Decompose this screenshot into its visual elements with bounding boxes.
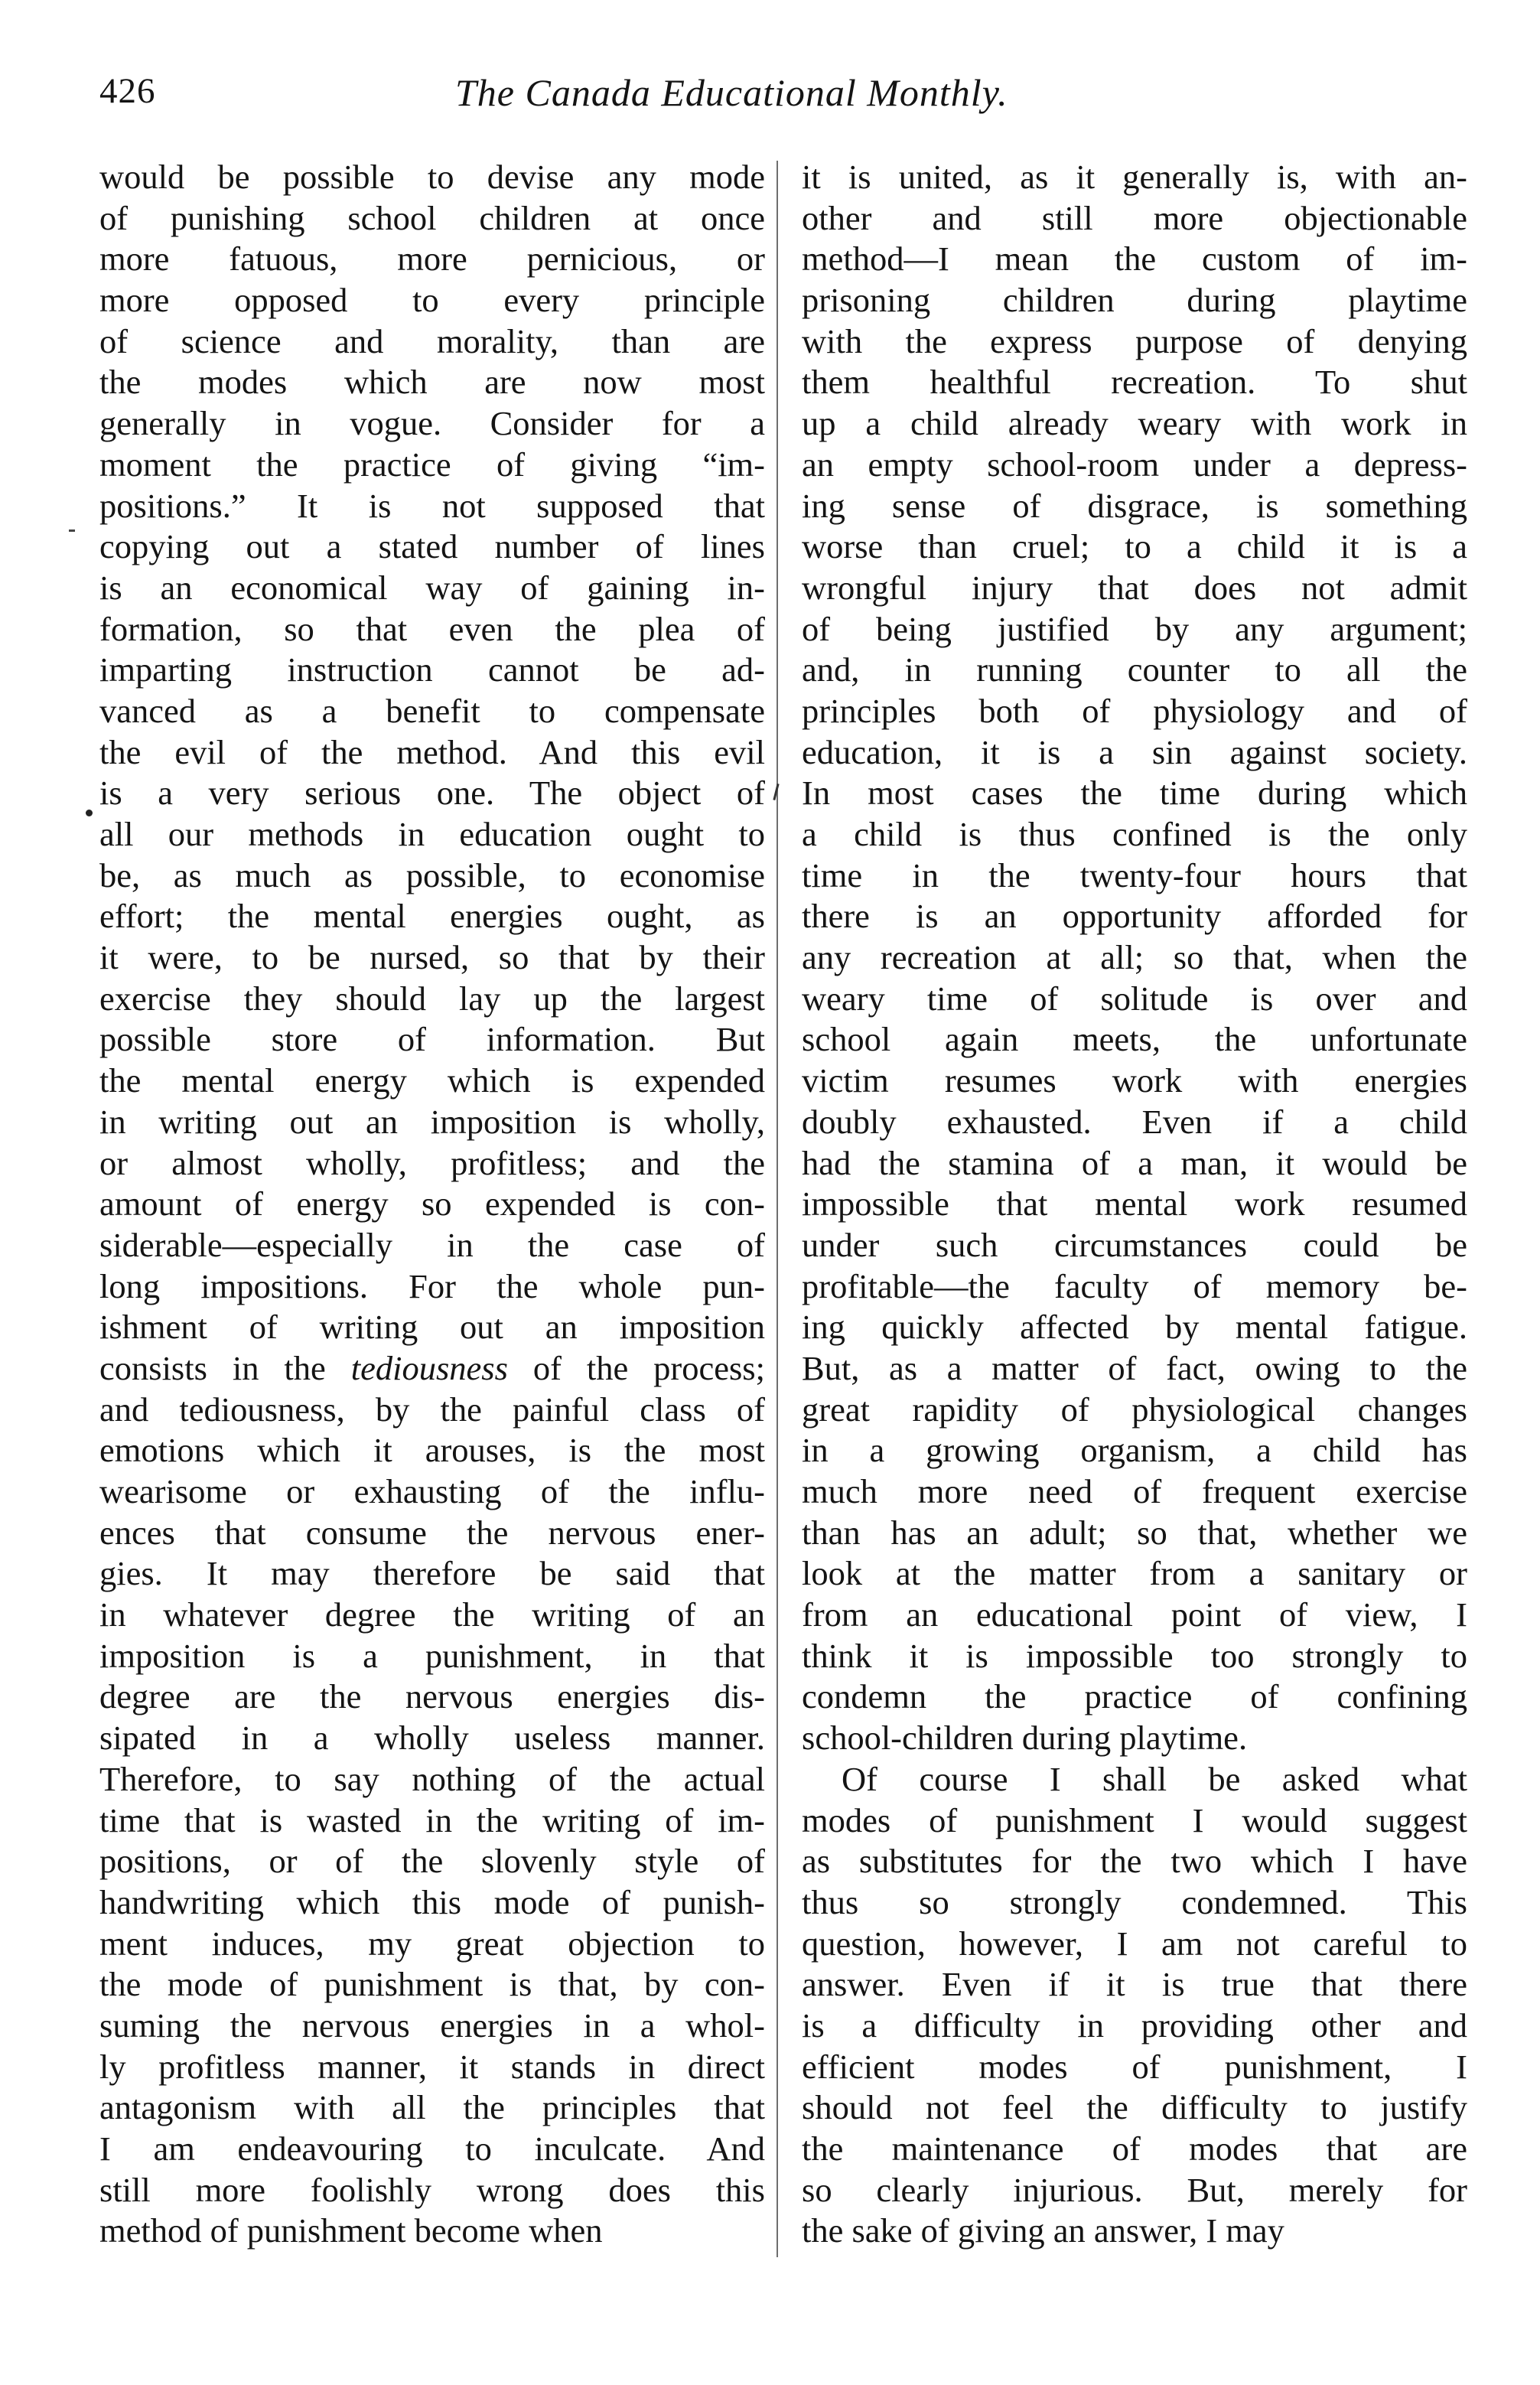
text-line: ing sense of disgrace, is something bbox=[802, 486, 1467, 525]
text-segment: consists in the bbox=[99, 1348, 351, 1387]
text-line: great rapidity of physiological changes bbox=[802, 1390, 1467, 1429]
text-line: ences that consume the nervous ener- bbox=[99, 1513, 765, 1552]
text-line: than has an adult; so that, whether we bbox=[802, 1513, 1467, 1552]
text-line: and, in running counter to all the bbox=[802, 650, 1467, 689]
text-line: it is united, as it generally is, with an- bbox=[802, 158, 1467, 196]
text-line: there is an opportunity afforded for bbox=[802, 897, 1467, 936]
text-line: emotions which it arouses, is the most bbox=[99, 1431, 765, 1470]
text-line: more fatuous, more pernicious, or bbox=[99, 239, 765, 279]
text-line: as substitutes for the two which I have bbox=[802, 1842, 1467, 1881]
text-segment: of the process; bbox=[507, 1348, 765, 1387]
text-line: positions.” It is not supposed that bbox=[99, 486, 765, 525]
text-line: is an economical way of gaining in- bbox=[99, 568, 765, 607]
text-line: imposition is a punishment, in that bbox=[99, 1636, 765, 1675]
text-line: impossible that mental work resumed bbox=[802, 1184, 1467, 1223]
text-line: of science and morality, than are bbox=[99, 321, 765, 360]
text-line: in writing out an imposition is wholly, bbox=[99, 1102, 765, 1141]
text-line: the maintenance of modes that are bbox=[802, 2129, 1467, 2168]
text-line: of being justified by any argument; bbox=[802, 609, 1467, 648]
text-line: would be possible to devise any mode bbox=[99, 158, 765, 196]
text-line: time that is wasted in the writing of im- bbox=[99, 1800, 765, 1839]
text-line: handwriting which this mode of punish- bbox=[99, 1882, 765, 1921]
text-line: condemn the practice of confining bbox=[802, 1677, 1467, 1716]
text-line: other and still more objectionable bbox=[802, 198, 1467, 237]
text-line: degree are the nervous energies dis- bbox=[99, 1677, 765, 1716]
text-line: in a growing organism, a child has bbox=[802, 1431, 1467, 1470]
text-line: think it is impossible too strongly to bbox=[802, 1636, 1467, 1675]
text-line: be, as much as possible, to economise bbox=[99, 855, 765, 894]
text-line: much more need of frequent exercise bbox=[802, 1472, 1467, 1510]
text-line: generally in vogue. Consider for a bbox=[99, 404, 765, 443]
text-line: victim resumes work with energies bbox=[802, 1061, 1467, 1100]
text-line: still more foolishly wrong does this bbox=[99, 2170, 765, 2209]
text-line: the evil of the method. And this evil bbox=[99, 732, 765, 771]
text-line: profitable—the faculty of memory be- bbox=[802, 1266, 1467, 1305]
text-line: In most cases the time during which bbox=[802, 774, 1467, 813]
text-line: the sake of giving an answer, I may bbox=[802, 2211, 1284, 2250]
text-line: copying out a stated number of lines bbox=[99, 527, 765, 566]
text-line: suming the nervous energies in a whol- bbox=[99, 2005, 765, 2045]
text-line: prisoning children during playtime bbox=[802, 281, 1467, 320]
column-divider bbox=[777, 161, 778, 2257]
text-line: thus so strongly condemned. This bbox=[802, 1882, 1467, 1921]
text-line: I am endeavouring to inculcate. And bbox=[99, 2129, 765, 2168]
text-line: wearisome or exhausting of the influ- bbox=[99, 1472, 765, 1510]
text-line: and tediousness, by the painful class of bbox=[99, 1390, 765, 1429]
running-title: The Canada Educational Monthly. bbox=[455, 71, 1008, 114]
text-line: formation, so that even the plea of bbox=[99, 609, 765, 648]
text-line: an empty school-room under a depress- bbox=[802, 445, 1467, 484]
page-number: 426 bbox=[99, 71, 156, 111]
text-line: method of punishment become when bbox=[99, 2211, 603, 2250]
text-line: sipated in a wholly useless manner. bbox=[99, 1719, 765, 1758]
text-line: efficient modes of punishment, I bbox=[802, 2047, 1467, 2086]
text-line: with the express purpose of denying bbox=[802, 321, 1467, 360]
text-line: them healthful recreation. To shut bbox=[802, 363, 1467, 402]
text-line: should not feel the difficulty to justify bbox=[802, 2088, 1467, 2127]
text-line: But, as a matter of fact, owing to the bbox=[802, 1348, 1467, 1387]
text-line: look at the matter from a sanitary or bbox=[802, 1554, 1467, 1593]
emphasized-word: tediousness bbox=[350, 1348, 508, 1387]
text-line: long impositions. For the whole pun- bbox=[99, 1266, 765, 1305]
text-line: method—I mean the custom of im- bbox=[802, 239, 1467, 279]
text-line: the mode of punishment is that, by con- bbox=[99, 1965, 765, 2004]
text-line: wrongful injury that does not admit bbox=[802, 568, 1467, 607]
text-line: a child is thus confined is the only bbox=[802, 815, 1467, 853]
text-line: answer. Even if it is true that there bbox=[802, 1965, 1467, 2004]
margin-dash-mark bbox=[69, 529, 75, 532]
text-line: had the stamina of a man, it would be bbox=[802, 1143, 1467, 1182]
text-line: Of course I shall be asked what bbox=[842, 1759, 1467, 1798]
text-line: gies. It may therefore be said that bbox=[99, 1554, 765, 1593]
text-line: is a very serious one. The object of bbox=[99, 774, 765, 813]
text-line: amount of energy so expended is con- bbox=[99, 1184, 765, 1223]
text-line: ly profitless manner, it stands in direct bbox=[99, 2047, 765, 2086]
text-line bbox=[99, 1348, 765, 1390]
text-line: effort; the mental energies ought, as bbox=[99, 897, 765, 936]
text-line: vanced as a benefit to compensate bbox=[99, 691, 765, 730]
text-line: ment induces, my great objection to bbox=[99, 1924, 765, 1963]
right-column bbox=[802, 157, 1467, 2252]
text-line: exercise they should lay up the largest bbox=[99, 979, 765, 1018]
text-line: of punishing school children at once bbox=[99, 198, 765, 237]
text-line: the mental energy which is expended bbox=[99, 1061, 765, 1100]
text-line: so clearly injurious. But, merely for bbox=[802, 2170, 1467, 2209]
text-line: the modes which are now most bbox=[99, 363, 765, 402]
text-line: or almost wholly, profitless; and the bbox=[99, 1143, 765, 1182]
text-line: any recreation at all; so that, when the bbox=[802, 938, 1467, 977]
text-line: all our methods in education ought to bbox=[99, 815, 765, 853]
text-line: up a child already weary with work in bbox=[802, 404, 1467, 443]
text-line: is a difficulty in providing other and bbox=[802, 2005, 1467, 2045]
text-line: from an educational point of view, I bbox=[802, 1595, 1467, 1634]
text-line: modes of punishment I would suggest bbox=[802, 1800, 1467, 1839]
text-line: imparting instruction cannot be ad- bbox=[99, 650, 765, 689]
text-line: it were, to be nursed, so that by their bbox=[99, 938, 765, 977]
text-line: possible store of information. But bbox=[99, 1020, 765, 1059]
text-line: siderable—especially in the case of bbox=[99, 1225, 765, 1264]
text-line: school-children during playtime. bbox=[802, 1719, 1248, 1758]
text-line: in whatever degree the writing of an bbox=[99, 1595, 765, 1634]
left-column bbox=[99, 157, 765, 2252]
text-line: education, it is a sin against society. bbox=[802, 732, 1467, 771]
text-line: more opposed to every principle bbox=[99, 281, 765, 320]
text-line: under such circumstances could be bbox=[802, 1225, 1467, 1264]
text-line: moment the practice of giving “im- bbox=[99, 445, 765, 484]
text-line: ishment of writing out an imposition bbox=[99, 1308, 765, 1347]
text-line: doubly exhausted. Even if a child bbox=[802, 1102, 1467, 1141]
text-line: Therefore, to say nothing of the actual bbox=[99, 1759, 765, 1798]
text-line: principles both of physiology and of bbox=[802, 691, 1467, 730]
text-line: school again meets, the unfortunate bbox=[802, 1020, 1467, 1059]
text-line: antagonism with all the principles that bbox=[99, 2088, 765, 2127]
text-line: weary time of solitude is over and bbox=[802, 979, 1467, 1018]
text-line: worse than cruel; to a child it is a bbox=[802, 527, 1467, 566]
text-line: positions, or of the slovenly style of bbox=[99, 1842, 765, 1881]
text-line: time in the twenty-four hours that bbox=[802, 855, 1467, 894]
text-line: ing quickly affected by mental fatigue. bbox=[802, 1308, 1467, 1347]
margin-dot-mark bbox=[86, 810, 93, 816]
page-header bbox=[99, 70, 1446, 132]
text-line: question, however, I am not careful to bbox=[802, 1924, 1467, 1963]
